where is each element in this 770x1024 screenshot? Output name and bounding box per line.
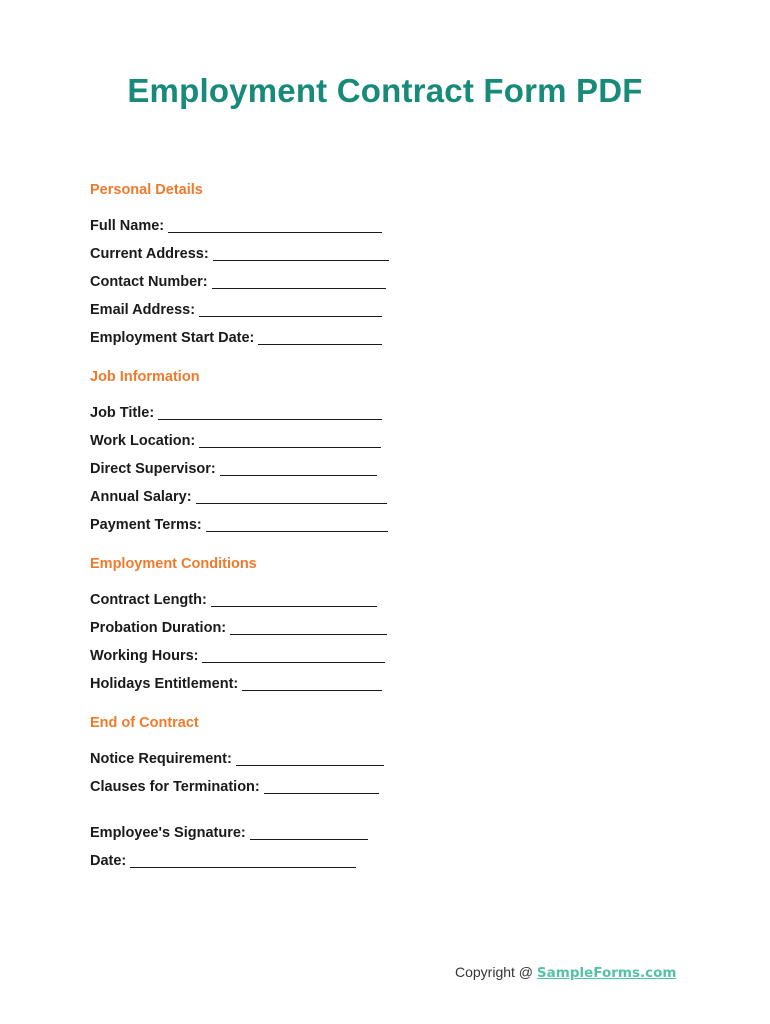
contact-number-blank[interactable]	[212, 273, 386, 289]
copyright-footer	[455, 964, 676, 981]
working-hours-field[interactable]	[90, 638, 690, 666]
field-label: Job Title:	[90, 405, 155, 421]
section-spacer	[90, 535, 690, 554]
employee-signature-blank[interactable]	[250, 824, 368, 840]
section-spacer	[90, 694, 690, 713]
section-signature	[90, 815, 690, 871]
field-label: Work Location:	[90, 433, 196, 449]
direct-supervisor-field[interactable]	[90, 451, 690, 479]
employee-signature-field[interactable]	[90, 815, 690, 843]
employment-start-date-field[interactable]	[90, 320, 690, 348]
notice-requirement-field[interactable]	[90, 741, 690, 769]
job-title-blank[interactable]	[158, 404, 382, 420]
work-location-field[interactable]	[90, 423, 690, 451]
annual-salary-blank[interactable]	[196, 488, 387, 504]
contract-length-field[interactable]	[90, 582, 690, 610]
date-blank[interactable]	[130, 852, 356, 868]
field-label: Email Address:	[90, 302, 196, 318]
current-address-field[interactable]	[90, 236, 690, 264]
working-hours-blank[interactable]	[202, 647, 385, 663]
section-personal-details	[90, 180, 690, 348]
full-name-field[interactable]	[90, 208, 690, 236]
field-label: Notice Requirement:	[90, 751, 232, 767]
field-label: Clauses for Termination:	[90, 779, 260, 795]
field-label: Contact Number:	[90, 274, 208, 290]
contact-number-field[interactable]	[90, 264, 690, 292]
employment-start-date-blank[interactable]	[258, 329, 382, 345]
sampleforms-link[interactable]: SampleForms.com	[536, 965, 677, 981]
field-label: Annual Salary:	[90, 489, 192, 505]
notice-requirement-blank[interactable]	[236, 750, 384, 766]
holidays-entitlement-blank[interactable]	[242, 675, 382, 691]
section-spacer	[90, 348, 690, 367]
contract-length-blank[interactable]	[211, 591, 377, 607]
field-label: Direct Supervisor:	[90, 461, 216, 477]
job-title-field[interactable]	[90, 395, 690, 423]
field-label: Probation Duration:	[90, 620, 227, 636]
section-heading: Employment Conditions	[90, 556, 257, 572]
section-heading: End of Contract	[90, 715, 199, 731]
page-title: Employment Contract Form PDF	[127, 72, 643, 109]
holidays-entitlement-field[interactable]	[90, 666, 690, 694]
payment-terms-field[interactable]	[90, 507, 690, 535]
probation-duration-blank[interactable]	[230, 619, 387, 635]
copyright-text: Copyright @	[455, 964, 537, 980]
field-label: Employee's Signature:	[90, 825, 246, 841]
email-address-blank[interactable]	[199, 301, 382, 317]
form-body	[90, 180, 690, 871]
email-address-field[interactable]	[90, 292, 690, 320]
work-location-blank[interactable]	[199, 432, 381, 448]
section-spacer	[90, 797, 690, 815]
field-label: Holidays Entitlement:	[90, 676, 239, 692]
field-label: Working Hours:	[90, 648, 199, 664]
field-label: Current Address:	[90, 246, 209, 262]
section-job-information	[90, 367, 690, 535]
probation-duration-field[interactable]	[90, 610, 690, 638]
annual-salary-field[interactable]	[90, 479, 690, 507]
full-name-blank[interactable]	[168, 217, 382, 233]
clauses-for-termination-field[interactable]	[90, 769, 690, 797]
payment-terms-blank[interactable]	[206, 516, 388, 532]
field-label: Payment Terms:	[90, 517, 202, 533]
current-address-blank[interactable]	[213, 245, 389, 261]
date-field[interactable]	[90, 843, 690, 871]
field-label: Employment Start Date:	[90, 330, 255, 346]
field-label: Contract Length:	[90, 592, 207, 608]
section-heading: Personal Details	[90, 182, 203, 198]
field-label: Full Name:	[90, 218, 165, 234]
section-end-of-contract	[90, 713, 690, 797]
section-heading: Job Information	[90, 369, 200, 385]
direct-supervisor-blank[interactable]	[220, 460, 377, 476]
field-label: Date:	[90, 853, 127, 869]
clauses-for-termination-blank[interactable]	[264, 778, 379, 794]
section-employment-conditions	[90, 554, 690, 694]
